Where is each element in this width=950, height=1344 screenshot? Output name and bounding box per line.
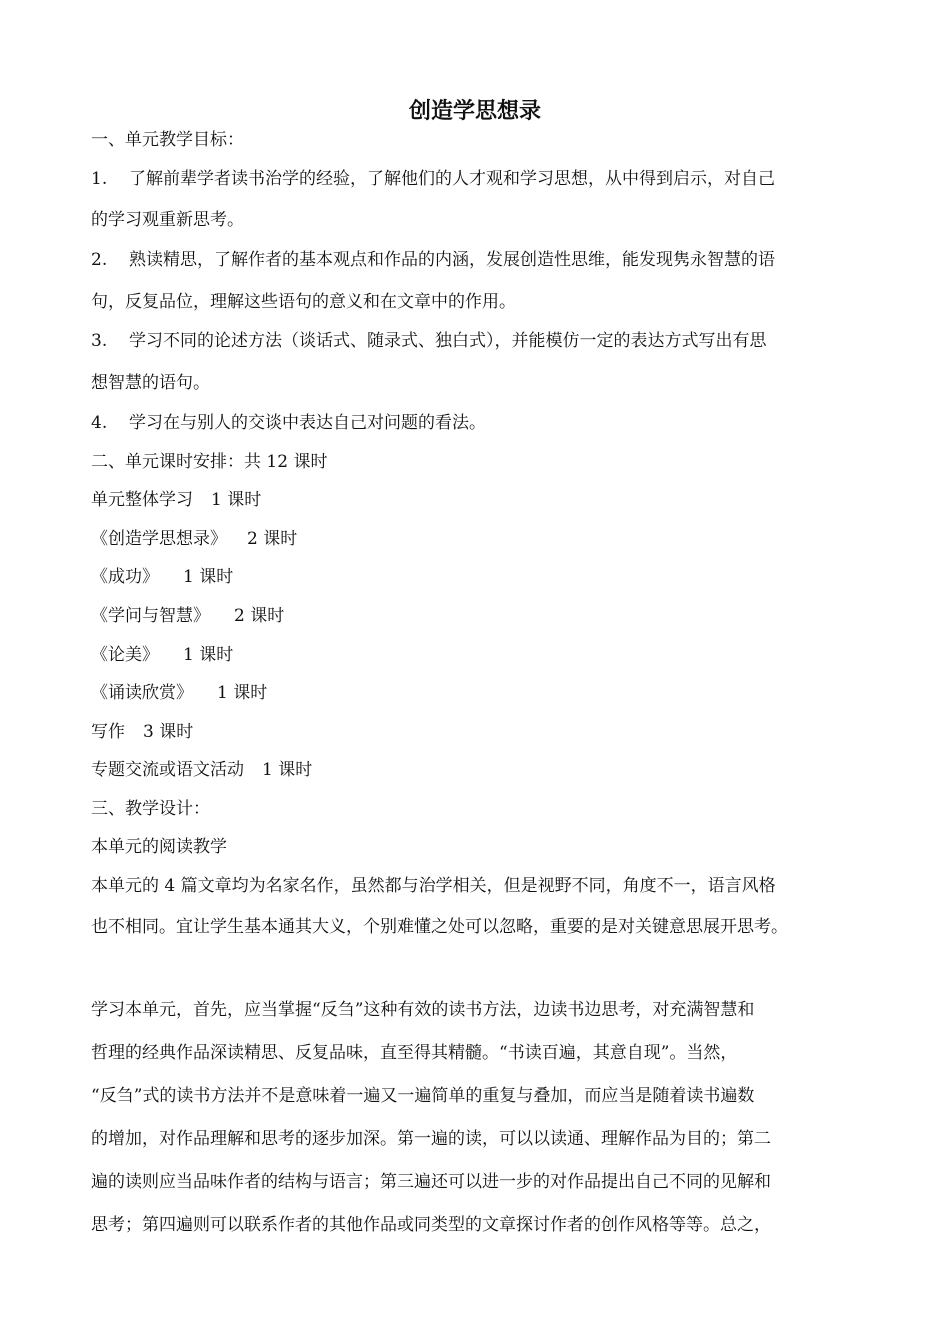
paragraph-line: 的增加，对作品理解和思考的逐步加深。第一遍的读，可以以读通、理解作品为目的；第二 — [91, 1129, 771, 1149]
goal-text: 熟读精思，了解作者的基本观点和作品的内涵，发展创造性思维，能发现隽永智慧的语 — [129, 250, 775, 270]
schedule-row — [91, 564, 233, 590]
paragraph-line: “反刍”式的读书方法并不是意味着一遍又一遍简单的重复与叠加，而应当是随着读书遍数 — [91, 1086, 755, 1106]
paragraph-line: 也不相同。宜让学生基本通其大义，个别难懂之处可以忽略，重要的是对关键意思展开思考。 — [91, 917, 788, 937]
subheading-reading: 本单元的阅读教学 — [91, 837, 227, 857]
goal-text: 学习不同的论述方法（谈话式、随录式、独白式），并能模仿一定的表达方式写出有思 — [129, 331, 767, 351]
schedule-name: 《成功》 — [91, 567, 159, 587]
paragraph-line: 本单元的 4 篇文章均为名家名作，虽然都与治学相关，但是视野不同，角度不一，语言风格 — [91, 876, 776, 896]
schedule-hours: 1 课时 — [183, 567, 234, 587]
schedule-row — [91, 757, 312, 783]
paragraph-line: 哲理的经典作品深读精思、反复品味，直至得其精髓。“书读百遍，其意自现”。当然， — [91, 1043, 738, 1063]
goal-number: 4. — [91, 413, 108, 433]
schedule-row — [91, 642, 233, 668]
goal-text: 学习在与别人的交谈中表达自己对问题的看法。 — [129, 413, 486, 433]
goal-number: 3. — [91, 331, 108, 351]
document-title: 创造学思想录 — [408, 99, 541, 124]
goal-item-2 — [91, 247, 775, 273]
schedule-name: 《诵读欣赏》 — [91, 683, 193, 703]
schedule-row — [91, 719, 193, 745]
schedule-row — [91, 680, 267, 706]
schedule-hours: 1 课时 — [217, 683, 268, 703]
schedule-name: 单元整体学习 — [91, 490, 193, 510]
schedule-hours: 1 课时 — [183, 645, 234, 665]
schedule-row — [91, 603, 284, 629]
schedule-hours: 2 课时 — [234, 606, 285, 626]
schedule-name: 写作 — [91, 722, 125, 742]
goal-number: 1. — [91, 169, 108, 189]
schedule-row — [91, 526, 297, 552]
section-heading-schedule: 二、单元课时安排：共 12 课时 — [91, 452, 328, 472]
section-heading-goals: 一、单元教学目标： — [91, 130, 244, 150]
schedule-hours: 1 课时 — [262, 760, 313, 780]
schedule-name: 专题交流或语文活动 — [91, 760, 244, 780]
goal-item-1 — [91, 166, 775, 192]
schedule-hours: 2 课时 — [247, 529, 298, 549]
schedule-name: 《论美》 — [91, 645, 159, 665]
goal-item-1-cont: 的学习观重新思考。 — [91, 210, 244, 230]
schedule-name: 《创造学思想录》 — [91, 529, 227, 549]
schedule-name: 《学问与智慧》 — [91, 606, 210, 626]
goal-number: 2. — [91, 250, 108, 270]
goal-item-2-cont: 句，反复品位，理解这些语句的意义和在文章中的作用。 — [91, 292, 516, 312]
goal-item-3 — [91, 328, 767, 354]
goal-item-3-cont: 想智慧的语句。 — [91, 373, 210, 393]
paragraph-line: 学习本单元，首先，应当掌握“反刍”这种有效的读书方法，边读书边思考，对充满智慧和 — [91, 1000, 755, 1020]
section-heading-design: 三、教学设计： — [91, 799, 210, 819]
paragraph-line: 思考；第四遍则可以联系作者的其他作品或同类型的文章探讨作者的创作风格等等。总之， — [91, 1215, 771, 1235]
goal-item-4 — [91, 410, 486, 436]
schedule-row — [91, 487, 261, 513]
schedule-hours: 3 课时 — [143, 722, 194, 742]
schedule-hours: 1 课时 — [211, 490, 262, 510]
goal-text: 了解前辈学者读书治学的经验，了解他们的人才观和学习思想，从中得到启示，对自己 — [129, 169, 775, 189]
paragraph-line: 遍的读则应当品味作者的结构与语言；第三遍还可以进一步的对作品提出自己不同的见解和 — [91, 1172, 771, 1192]
